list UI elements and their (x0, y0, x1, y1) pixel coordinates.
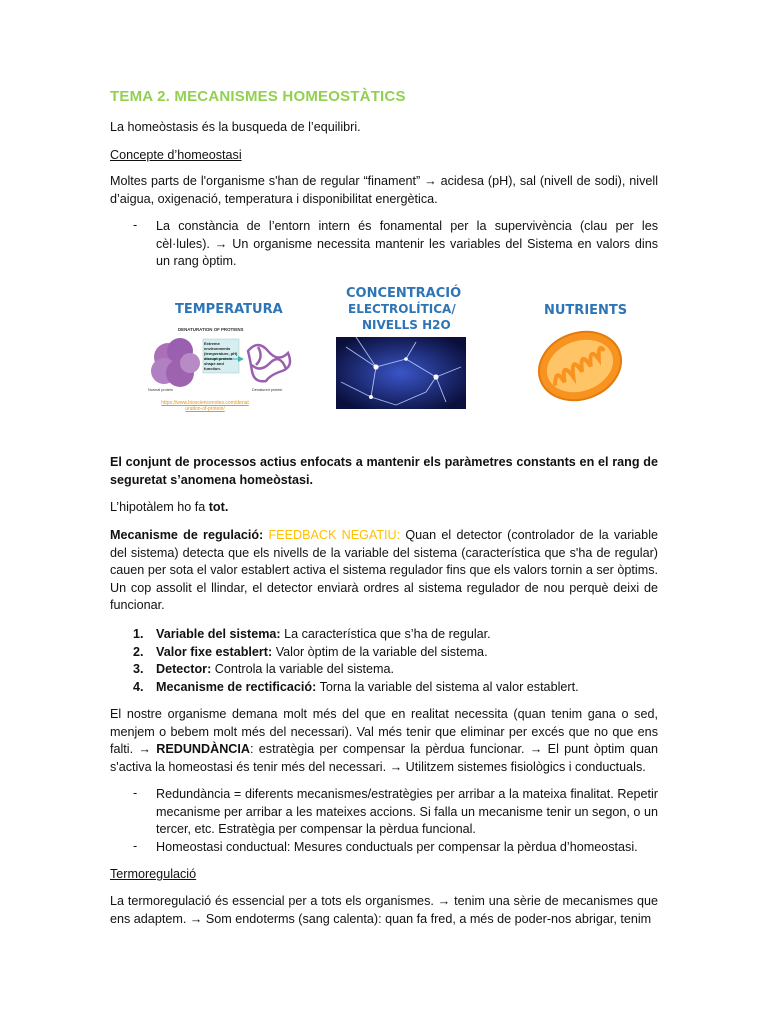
figure-concentration-title-3: NIVELLS H2O (362, 318, 451, 332)
redundancy-paragraph: El nostre organisme demana molt més del que en realitat necessita (quan tenim gana o sed, menjem o bebem molt més del necessari). Val més tenir que eliminar per excés que no que ens falti. → REDUNDÀNCIA: estratègia per compensar la pèrdua funcionar. → El punt òptim quan s'activa la homeostasi és tenir més del necessari. → Utilitzem sistemes fisiològics i conductuals. (110, 707, 658, 774)
regulation-paragraph (110, 527, 658, 615)
figure-temperature (140, 296, 300, 422)
heading-text: Concepte d’homeostasi (110, 148, 242, 162)
diagram-text: Extreme environments (temperature, pH) disrupt protein shape and function. (204, 341, 238, 371)
label-normal-protein: Normal protein (148, 388, 173, 392)
dash-marker: - (133, 218, 138, 232)
figure-concentration-title-1: CONCENTRACIÓ (346, 286, 462, 301)
numbered-list (133, 626, 658, 696)
hypothalamus-paragraph (110, 499, 658, 517)
denatured-protein-icon (248, 345, 290, 381)
bullet-item (133, 218, 658, 271)
intro-text: La homeòstasis és la busqueda de l’equilibri. (110, 120, 361, 134)
figure-nutrients (530, 300, 630, 424)
label-denatured-protein: Denatured protein (252, 388, 283, 392)
mitochondrion-icon (532, 326, 628, 404)
list-item: 3. Detector: Controla la variable del sistema. (133, 662, 394, 676)
definition-paragraph (110, 454, 658, 489)
figure-temperature-title: TEMPERATURA (175, 302, 283, 317)
paragraph-text: La termoregulació és essencial per a tots els organismes. → tenim una sèrie de mecanismes que ens adaptem. → Som endoterms (sang calenta): quan fa fred, a més de poder-nos abrigar, tenim (110, 894, 658, 926)
figure-nutrients-title: NUTRIENTS (544, 303, 628, 318)
bullet-text: Redundància = diferents mecanismes/estratègies per arribar a la mateixa finalitat. Repetir mecanisme per arribar a les mateixes accions. Si falla un mecanisme tenir un segon, o un tercer, etc. Estratègia per compensar la pèrdua funcional. (156, 787, 658, 836)
redundancy-bold: REDUNDÀNCIA (156, 742, 250, 756)
bullet-item (133, 839, 658, 857)
neurons-image (336, 337, 466, 409)
figure-concentration (334, 286, 468, 426)
bullet-item (133, 786, 658, 839)
regulation-label: Mecanisme de regulació: (110, 528, 269, 542)
source-link[interactable]: https://www.biosciencenotes.com/denaturation-of-protein/ (161, 400, 249, 412)
diagram-title: DENATURATION OF PROTEINS (178, 327, 244, 332)
protein-denaturation-diagram (140, 321, 300, 431)
page-title: TEMA 2. MECANISMES HOMEOSTÀTICS (110, 88, 406, 105)
feedback-negatiu-label: FEEDBACK NEGATIU: (268, 528, 401, 542)
list-item: 2. Valor fixe establert: Valor òptim de la variable del sistema. (133, 644, 488, 659)
dash-marker: - (133, 786, 138, 800)
list-item: 4. Mecanisme de rectificació: Torna la variable del sistema al valor establert. (133, 679, 579, 694)
bullet-text: La constància de l’entorn intern és fonamental per la supervivència (clau per les cèl·lules). → Un organisme necessita mantenir les variables del Sistema en valors dins un rang òptim. (156, 219, 658, 268)
bullet-text: Homeostasi conductual: Mesures conductuals per compensar la pèrdua d’homeostasi. (156, 840, 638, 854)
normal-protein-icon (151, 338, 200, 387)
section2-paragraph (110, 893, 658, 928)
hypothalamus-bold: tot. (208, 500, 229, 514)
heading-text: Termoregulació (110, 867, 197, 881)
list-item: 1. Variable del sistema: La característica que s’ha de regular. (133, 627, 491, 641)
hypothalamus-text: L’hipotàlem ho fa (110, 500, 209, 514)
regulation-text: Quan el detector (controlador de la variable del sistema) detecta que els nivells de la variable del sistema (característica que s'ha de regular) cauen per sota el valor establert activa el sistema regulador fins que els valors tornin a ser òptims. Un cop assolit el llindar, el detector enviarà ordres al sistema regulador de nou perquè deixi de funcionar. (110, 528, 658, 612)
intro-paragraph (110, 119, 658, 137)
figure-concentration-title-2: ELECTROLÍTICA/ (348, 302, 456, 316)
dash-marker: - (133, 839, 138, 853)
definition-text: El conjunt de processos actius enfocats a mantenir els paràmetres constants en el rang de seguretat s’anomena homeòstasi. (110, 455, 658, 487)
section-heading-termoregulacio (110, 866, 658, 884)
paragraph-text: Moltes parts de l'organisme s'han de regular “finament” → acidesa (pH), sal (nivell de sodi), nivell d’aigua, oxigenació, temperatura i disponibilitat energètica. (110, 174, 658, 206)
section-heading-homeostasi (110, 147, 658, 165)
section1-paragraph (110, 173, 658, 208)
